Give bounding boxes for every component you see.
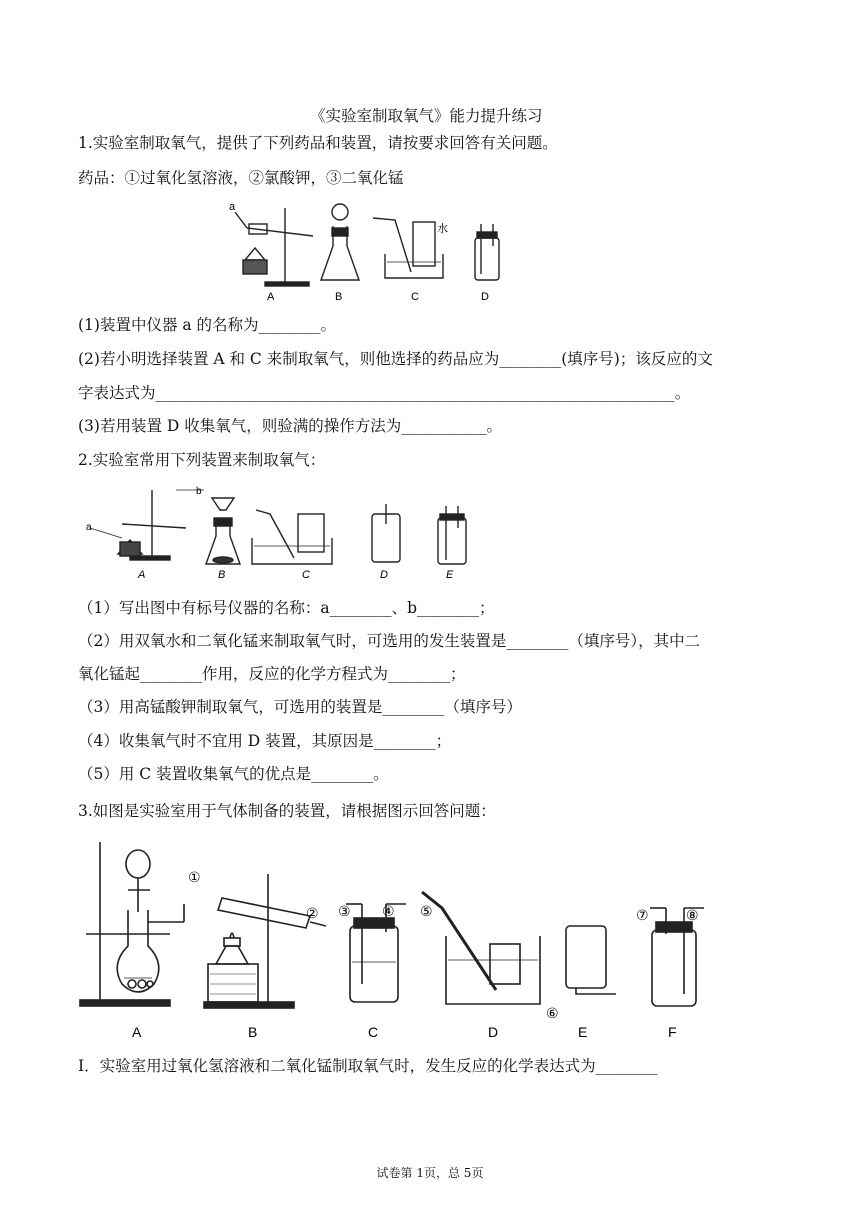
- fig2-label-A: A: [138, 569, 146, 581]
- q1-apparatus-figure: [225, 198, 515, 306]
- marker-8: ⑧: [686, 907, 699, 923]
- q1-part2-line1: (2)若小明选择装置 A 和 C 来制取氧气，则他选择的药品应为________(填序号)；该反应的文: [78, 350, 713, 368]
- marker-2: ②: [306, 905, 319, 921]
- water-label: 水: [437, 223, 448, 235]
- q1-drugs: 药品：①过氧化氢溶液，②氯酸钾，③二氧化锰: [78, 169, 404, 187]
- marker-7: ⑦: [636, 907, 649, 923]
- fig2-label-E: E: [446, 569, 454, 581]
- q3-apparatus-figure: [70, 834, 720, 1044]
- fig3-label-F: F: [668, 1024, 677, 1040]
- q2-part2-line2: 氧化锰起________作用，反应的化学方程式为________；: [78, 665, 466, 683]
- fig2-label-C: C: [302, 569, 310, 581]
- fig2-label-D: D: [380, 569, 388, 581]
- marker-4: ④: [382, 903, 395, 919]
- q2-part5: （5）用 C 装置收集氧气的优点是________。: [78, 765, 389, 783]
- page-title: 《实验室制取氧气》能力提升练习: [310, 107, 543, 125]
- fig3-label-A: A: [132, 1024, 142, 1040]
- q2-stem: 2.实验室常用下列装置来制取氧气：: [78, 451, 326, 469]
- fig3-label-D: D: [488, 1024, 499, 1040]
- q3-part1: Ⅰ．实验室用过氧化氢溶液和二氧化锰制取氧气时，发生反应的化学表达式为________: [78, 1057, 658, 1075]
- q2-apparatus-figure: [80, 484, 480, 584]
- marker-3: ③: [338, 903, 351, 919]
- q1-stem: 1.实验室制取氧气，提供了下列药品和装置，请按要求回答有关问题。: [78, 134, 558, 152]
- fig1-label-C: C: [411, 291, 419, 303]
- fig3-label-E: E: [578, 1024, 588, 1040]
- fig1-label-D: D: [481, 291, 489, 303]
- q1-part2-line2: 字表达式为___________________________________________________________________。: [78, 384, 691, 402]
- marker-1: ①: [188, 869, 201, 885]
- marker-a-label-2: a: [86, 522, 92, 533]
- page-footer: 试卷第 1页，总 5页: [376, 1166, 484, 1180]
- fig1-label-A: A: [267, 291, 275, 303]
- q1-part1: (1)装置中仪器 a 的名称为________。: [78, 316, 337, 334]
- q1-part3: (3)若用装置 D 收集氧气，则验满的操作方法为___________。: [78, 417, 502, 435]
- marker-a-label: a: [229, 201, 236, 213]
- fig1-label-B: B: [335, 291, 343, 303]
- q2-part3: （3）用高锰酸钾制取氧气，可选用的装置是________（填序号）: [78, 698, 522, 716]
- fig3-label-B: B: [248, 1024, 258, 1040]
- q3-stem: 3.如图是实验室用于气体制备的装置，请根据图示回答问题：: [78, 802, 496, 820]
- marker-b-label: b: [196, 486, 202, 497]
- q2-part1: （1）写出图中有标号仪器的名称：a________、b________；: [78, 599, 495, 617]
- q2-part2-line1: （2）用双氧水和二氧化锰来制取氧气时，可选用的发生装置是________（填序号），其中二: [78, 632, 701, 650]
- q2-part4: （4）收集氧气时不宜用 D 装置，其原因是________；: [78, 732, 452, 750]
- fig3-label-C: C: [368, 1024, 379, 1040]
- marker-6: ⑥: [546, 1005, 559, 1021]
- marker-5: ⑤: [420, 903, 433, 919]
- fig2-label-B: B: [218, 569, 226, 581]
